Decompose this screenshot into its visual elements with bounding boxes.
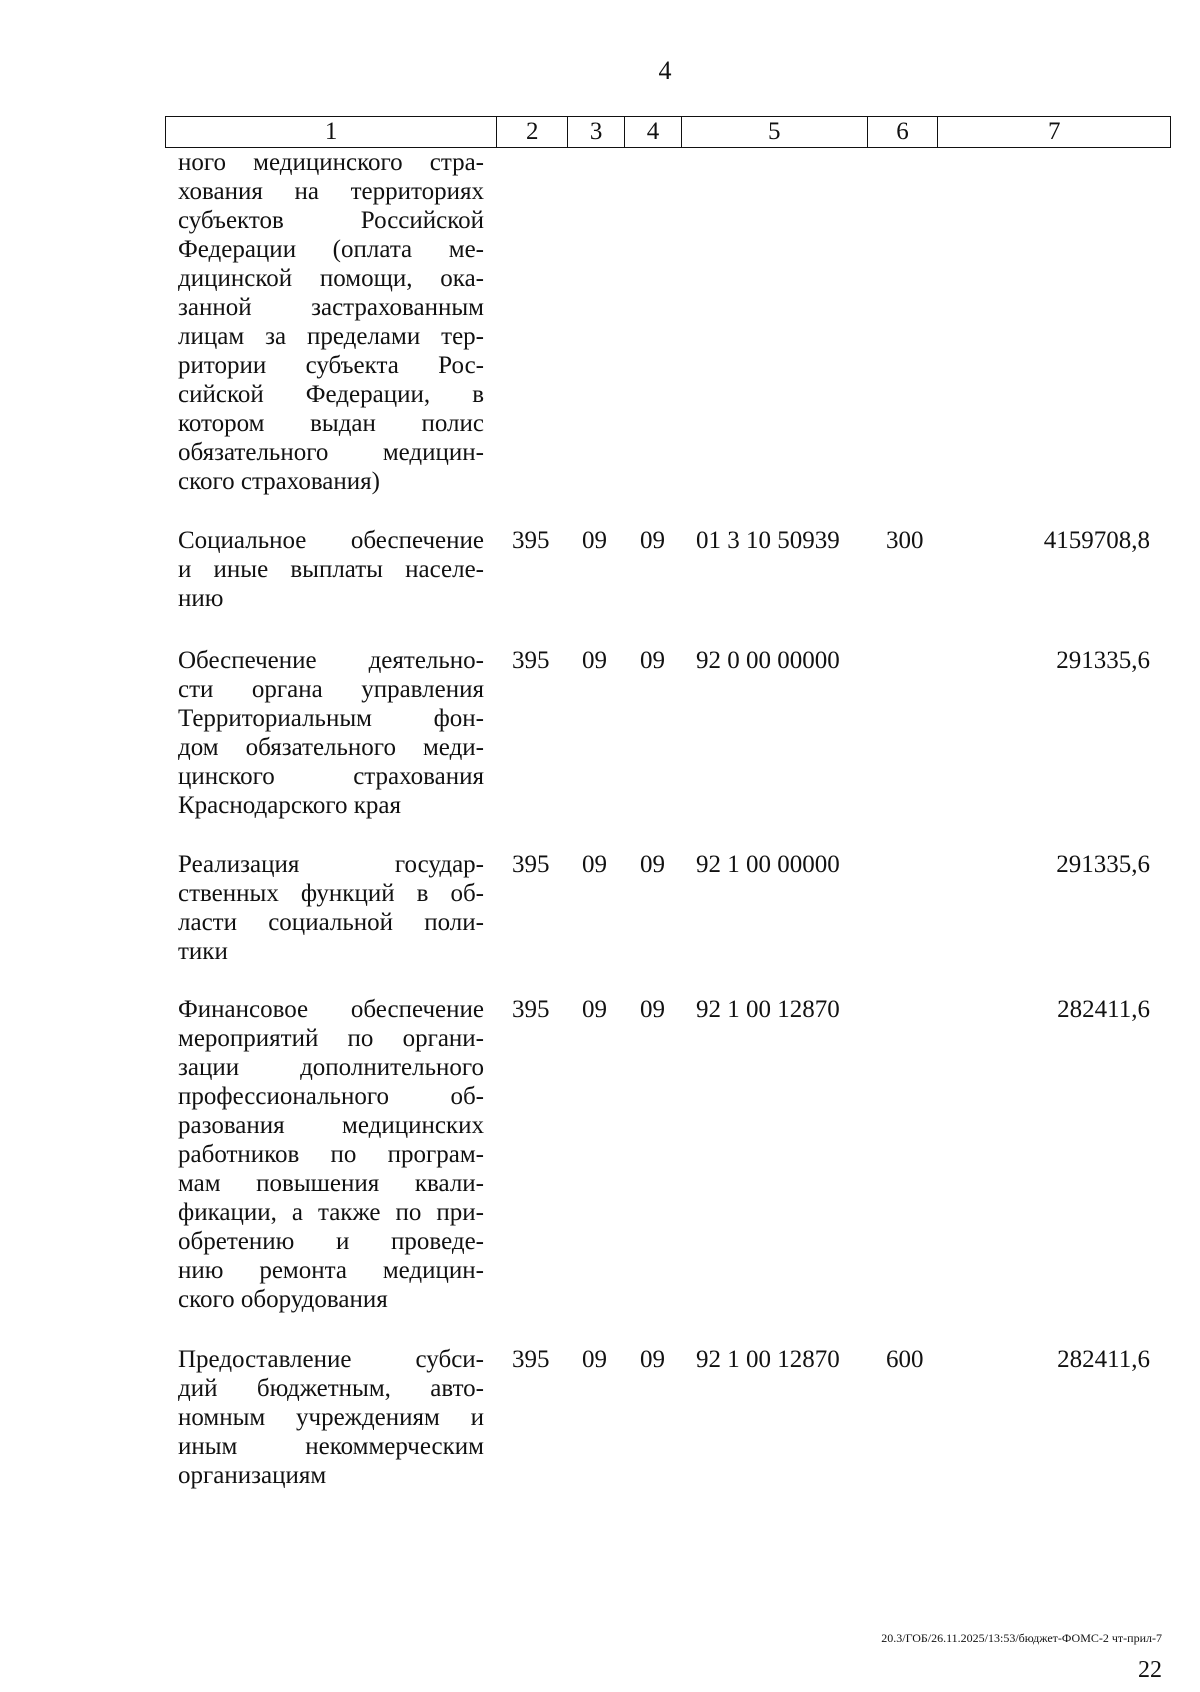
row-description	[178, 1345, 484, 1490]
description-line: сийской Федерации, в	[178, 381, 484, 408]
description-line: Краснодарского края	[178, 792, 401, 819]
description-line: Реализация государ-	[178, 851, 484, 878]
description-line: лицам за пределами тер-	[178, 323, 484, 350]
description-line: дицинской помощи, ока-	[178, 265, 484, 292]
description-line: мам повышения квали-	[178, 1170, 484, 1197]
description-line: ского оборудования	[178, 1286, 388, 1313]
subsection-code: 09	[640, 996, 665, 1023]
subsection-code: 09	[640, 1346, 665, 1373]
description-line: занной застрахованным	[178, 294, 484, 321]
admin-code: 395	[512, 527, 550, 554]
admin-code: 395	[512, 996, 550, 1023]
amount: 282411,6	[1057, 996, 1150, 1023]
description-line: дий бюджетным, авто-	[178, 1375, 484, 1402]
description-line: Обеспечение деятельно-	[178, 647, 484, 674]
expense-type: 600	[886, 1346, 924, 1373]
subsection-code: 09	[640, 851, 665, 878]
row-description	[178, 526, 484, 613]
description-line: Социальное обеспечение	[178, 527, 484, 554]
page-number: 4	[658, 56, 672, 85]
column-number-7: 7	[1047, 118, 1061, 145]
target-article: 01 3 10 50939	[696, 527, 840, 554]
subsection-code: 09	[640, 647, 665, 674]
section-code: 09	[582, 851, 607, 878]
continuation-description	[178, 148, 484, 496]
admin-code: 395	[512, 851, 550, 878]
row-description	[178, 850, 484, 966]
footer-page-number: 22	[1138, 1657, 1162, 1683]
column-number-5: 5	[682, 117, 868, 147]
description-line: сти органа управления	[178, 676, 484, 703]
description-line: дом обязательного меди-	[178, 734, 484, 761]
description-line: субъектов Российской	[178, 207, 484, 234]
description-line: обретению и проведе-	[178, 1228, 484, 1255]
description-line: организациям	[178, 1462, 327, 1489]
description-line: хования на территориях	[178, 178, 484, 205]
target-article: 92 1 00 00000	[696, 851, 840, 878]
description-line: тики	[178, 938, 228, 965]
expense-type: 300	[886, 527, 924, 554]
description-line: работников по програм-	[178, 1141, 484, 1168]
description-line: ского страхования)	[178, 468, 380, 495]
admin-code: 395	[512, 1346, 550, 1373]
target-article: 92 1 00 12870	[696, 1346, 840, 1373]
description-line: фикации, а также по при-	[178, 1199, 484, 1226]
section-code: 09	[582, 996, 607, 1023]
section-code: 09	[582, 527, 607, 554]
description-line: профессионального об-	[178, 1083, 484, 1110]
amount: 291335,6	[1056, 851, 1150, 878]
amount: 282411,6	[1057, 1346, 1150, 1373]
description-line: Предоставление субси-	[178, 1346, 484, 1373]
description-line: котором выдан полис	[178, 410, 484, 437]
row-description	[178, 646, 484, 820]
description-line: ритории субъекта Рос-	[178, 352, 484, 379]
target-article: 92 0 00 00000	[696, 647, 840, 674]
description-line: ного медицинского стра-	[178, 149, 484, 176]
row-description	[178, 995, 484, 1314]
description-line: нию	[178, 585, 224, 612]
description-line: мероприятий по органи-	[178, 1025, 484, 1052]
section-code: 09	[582, 1346, 607, 1373]
amount: 4159708,8	[1043, 527, 1150, 554]
section-code: 09	[582, 647, 607, 674]
description-line: разования медицинских	[178, 1112, 484, 1139]
column-number-1: 1	[166, 117, 497, 147]
description-line: Финансовое обеспечение	[178, 996, 484, 1023]
description-line: номным учреждениям и	[178, 1404, 484, 1431]
column-number-6: 6	[868, 117, 939, 147]
description-line: и иные выплаты населе-	[178, 556, 484, 583]
description-line: иным некоммерческим	[178, 1433, 484, 1460]
description-line: зации дополнительного	[178, 1054, 484, 1081]
column-number-4: 4	[625, 117, 682, 147]
column-number-3: 3	[568, 117, 625, 147]
description-line: Федерации (оплата ме-	[178, 236, 484, 263]
description-line: нию ремонта медицин-	[178, 1257, 484, 1284]
description-line: обязательного медицин-	[178, 439, 484, 466]
amount: 291335,6	[1056, 647, 1150, 674]
description-line: ласти социальной поли-	[178, 909, 484, 936]
subsection-code: 09	[640, 527, 665, 554]
admin-code: 395	[512, 647, 550, 674]
description-line: ственных функций в об-	[178, 880, 484, 907]
description-line: цинского страхования	[178, 763, 484, 790]
column-number-header	[165, 116, 1171, 148]
description-line: Территориальным фон-	[178, 705, 484, 732]
target-article: 92 1 00 12870	[696, 996, 840, 1023]
column-number-2: 2	[497, 117, 568, 147]
document-reference: 20.3/ГОБ/26.11.2025/13:53/бюджет-ФОМС-2 чт-прил-7	[881, 1631, 1162, 1645]
